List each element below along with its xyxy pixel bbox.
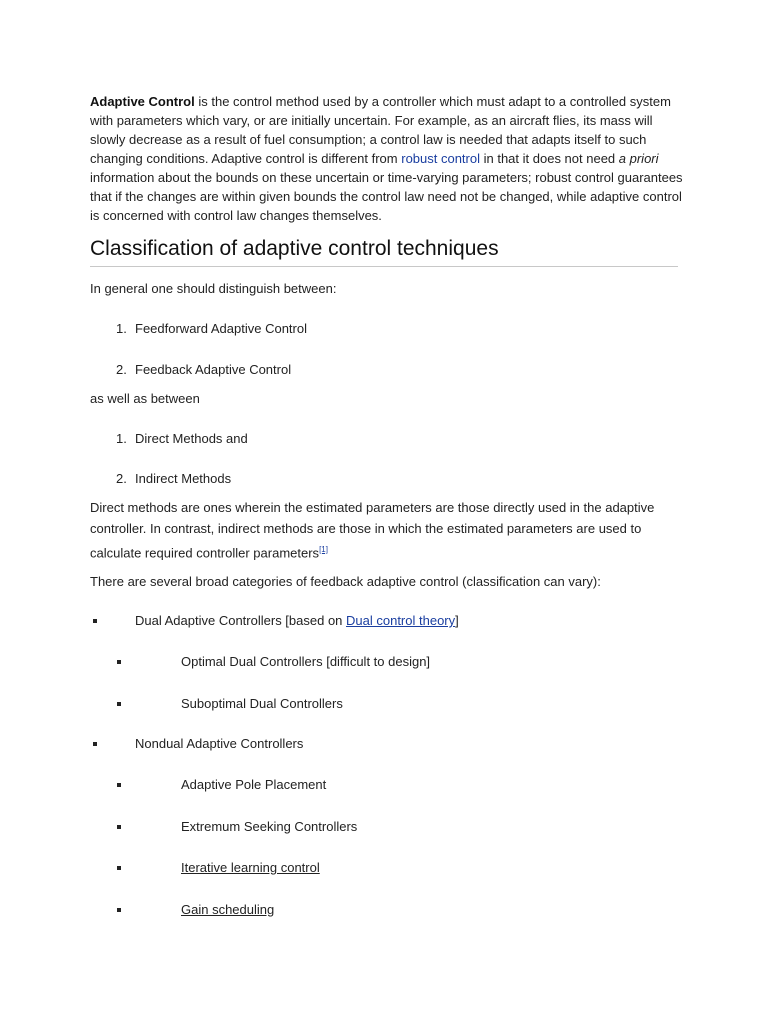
list-item-indirect: Indirect Methods: [135, 471, 232, 486]
optimal-dual-item: Optimal Dual Controllers [difficult to design]: [181, 654, 431, 669]
robust-control-link[interactable]: robust control: [401, 151, 480, 166]
bullet-icon: [117, 866, 121, 870]
list-item-feedback: Feedback Adaptive Control: [135, 362, 292, 377]
bullet-icon: [117, 783, 121, 787]
bullet-icon: [117, 660, 121, 664]
dual-prefix: Dual Adaptive Controllers [based on: [135, 613, 347, 628]
a-priori-text: a priori: [618, 151, 659, 166]
intro-paragraph: [90, 92, 690, 225]
dual-suffix: ]: [455, 613, 459, 628]
intro-text-1: is the control method used by a controller which must adapt to a controlled system with parameters which vary, or are initially uncertain. For example, as an aircraft flies, its mass will slowly decrease as a result of fuel consumption; a control law is needed that adapts itself to such changing conditions. Adaptive control is different from: [90, 94, 671, 166]
intro-text-2: in that it does not need: [480, 151, 619, 166]
bullet-icon: [117, 825, 121, 829]
direct-methods-paragraph: [90, 497, 690, 563]
bullet-icon: [93, 742, 97, 746]
intro-term: Adaptive Control: [90, 94, 195, 109]
pole-placement-item: Adaptive Pole Placement: [181, 777, 327, 792]
list-item-direct: Direct Methods and: [135, 431, 248, 446]
intro-text-3: information about the bounds on these uncertain or time-varying parameters; robust control guarantees that if the changes are within given bounds the control law need not be changed, while adaptive control is concerned with control law changes themselves.: [90, 170, 683, 223]
list-item-number: 1.: [116, 321, 127, 336]
bullet-icon: [117, 702, 121, 706]
dual-adaptive-item: [135, 613, 459, 628]
bullet-icon: [93, 619, 97, 623]
gain-scheduling-link[interactable]: Gain scheduling: [181, 902, 275, 917]
reference-link[interactable]: [1]: [319, 545, 328, 554]
list-item-number: 1.: [116, 431, 127, 446]
suboptimal-dual-item: Suboptimal Dual Controllers: [181, 696, 343, 711]
section-heading: Classification of adaptive control techniques: [90, 237, 678, 267]
extremum-seeking-item: Extremum Seeking Controllers: [181, 819, 358, 834]
between-text: as well as between: [90, 391, 200, 406]
categories-lead: There are several broad categories of feedback adaptive control (classification can vary):: [90, 574, 601, 589]
iterative-learning-control-link[interactable]: Iterative learning control: [181, 860, 320, 875]
direct-methods-text: Direct methods are ones wherein the estimated parameters are those directly used in the adaptive controller. In contrast, indirect methods are those in which the estimated parameters are used to calculate required controller parameters: [90, 500, 655, 561]
list-item-number: 2.: [116, 471, 127, 486]
list-item-number: 2.: [116, 362, 127, 377]
dual-control-theory-link[interactable]: Dual control theory: [346, 613, 456, 628]
bullet-icon: [117, 908, 121, 912]
section-lead: In general one should distinguish between:: [90, 281, 337, 296]
list-item-feedforward: Feedforward Adaptive Control: [135, 321, 307, 336]
nondual-adaptive-item: Nondual Adaptive Controllers: [135, 736, 304, 751]
